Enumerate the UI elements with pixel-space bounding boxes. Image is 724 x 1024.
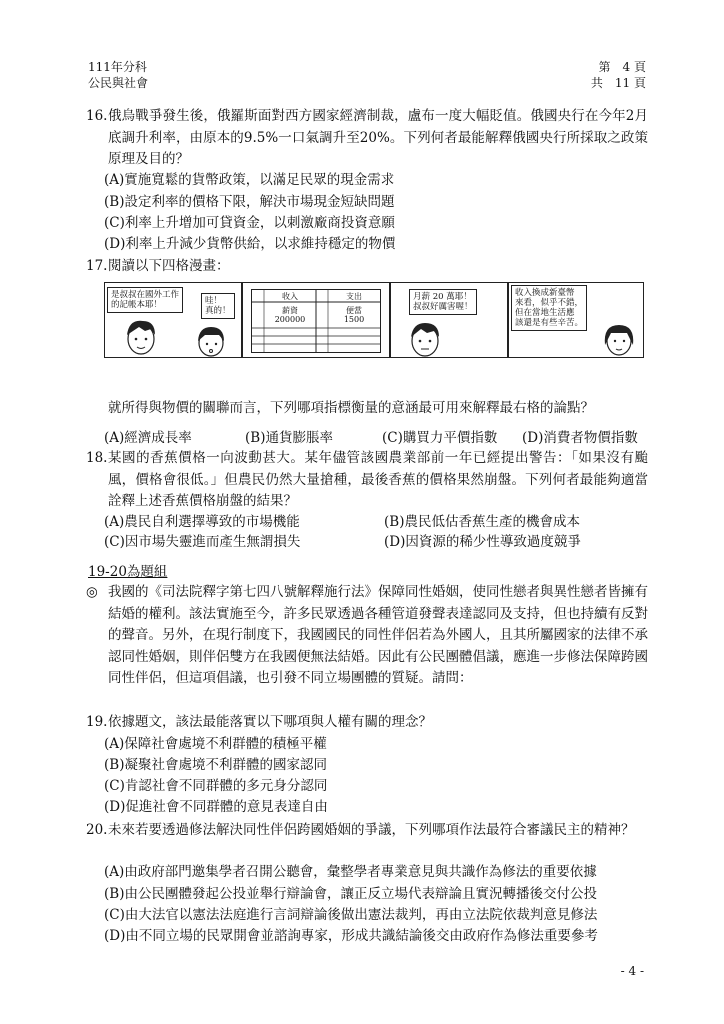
comic-panel-1	[104, 282, 242, 358]
four-panel-comic	[104, 282, 644, 358]
ledger-expense-item: 便當 1500	[343, 306, 365, 324]
option-b: (B)通貨膨脹率	[245, 430, 333, 446]
boy-drawing	[391, 283, 507, 357]
option-a: (A)實施寬鬆的貨幣政策，以滿足民眾的現金需求	[104, 172, 395, 188]
option-a: (A)保障社會處境不利群體的積極平權	[104, 736, 327, 752]
ledger-income-item: 薪資 200000	[274, 306, 306, 324]
option-c: (C)由大法官以憲法法庭進行言詞辯論後做出憲法裁判，再由立法院依裁判意見修法	[104, 907, 598, 923]
question-17	[88, 256, 648, 278]
option-b: (B)農民低估香蕉生產的機會成本	[384, 514, 580, 530]
question-number: 18.	[86, 450, 108, 466]
question-20	[88, 820, 648, 842]
option-a: (A)由政府部門邀集學者召開公聽會，彙整學者專業意見與共識作為修法的重要依據	[104, 864, 597, 880]
option-b: (B)凝聚社會處境不利群體的國家認同	[104, 757, 327, 773]
subject-name: 公民與社會	[88, 76, 149, 90]
option-a: (A)經濟成長率	[104, 430, 192, 446]
ledger-income-header: 收入	[282, 292, 298, 301]
girl-drawing	[509, 283, 643, 357]
total-pages-label: 共 11 頁	[590, 76, 646, 90]
question-17-followup	[88, 398, 648, 420]
option-d: (D)因資源的稀少性導致過度競爭	[384, 534, 581, 550]
comic-panel-2	[242, 282, 390, 358]
option-b: (B)設定利率的價格下限，解決市場現金短缺問題	[104, 194, 395, 210]
question-number: 17.	[86, 258, 108, 274]
question-stem: 閱讀以下四格漫畫：	[108, 258, 230, 274]
exam-title: 111年分科	[88, 60, 147, 74]
question-stem: 俄烏戰爭發生後，俄羅斯面對西方國家經濟制裁，盧布一度大幅貶值。俄國央行在今年2月底調升利率，由原本的9.5%一口氣調升至20%。下列何者最能解釋俄國央行所採取之政策原理及目的？	[108, 108, 648, 167]
question-stem-continued: 就所得與物價的關聯而言，下列哪項指標衡量的意涵最可用來解釋最右格的論點？	[108, 400, 594, 416]
question-stem: 某國的香蕉價格一向波動甚大。某年儘管該國農業部前一年已經提出警告：「如果沒有颱風，價格會很低。」但農民仍然大量搶種，最後香蕉的價格果然崩盤。下列何者最能夠適當詮釋上述香蕉價格崩盤的結果？	[108, 450, 648, 509]
option-d: (D)消費者物價指數	[522, 430, 638, 446]
comic-panel-4	[508, 282, 644, 358]
question-18	[88, 448, 648, 513]
option-c: (C)購買力平價指數	[382, 430, 498, 446]
option-d: (D)利率上升減少貨幣供給，以求維持穩定的物價	[104, 236, 396, 252]
question-16	[88, 106, 648, 171]
page-label: 第 4 頁	[598, 60, 646, 74]
option-b: (B)由公民團體發起公投並舉行辯論會，讓正反立場代表辯論且實況轉播後交付公投	[104, 886, 597, 902]
question-group-label: 19-20為題組	[88, 564, 168, 580]
speech-bubble: 月薪 20 萬耶！ 叔叔好厲害喔！	[409, 289, 477, 315]
speech-bubble: 收入換成新臺幣 來看，似乎不錯， 但在當地生活應 該還是有些辛苦。	[511, 285, 587, 331]
option-c: (C)利率上升增加可貸資金，以刺激廠商投資意願	[104, 215, 395, 231]
speech-bubble: 是叔叔在國外工作 的記帳本耶！	[107, 287, 183, 313]
question-stem: 依據題文，該法最能落實以下哪項與人權有關的理念？	[108, 714, 432, 730]
comic-panel-3	[390, 282, 508, 358]
passage-text: 我國的《司法院釋字第七四八號解釋施行法》保障同性婚姻，使同性戀者與異性戀者皆擁有結婚的權利。該法實施至今，許多民眾透過各種管道發聲表達認同及支持，但也持續有反對的聲音。另外，在現行制度下，我國國民的同性伴侶若為外國人，且其所屬國家的法律不承認同性婚姻，則伴侶雙方在我國便無法結婚。因此有公民團體倡議，應進一步修法保障跨國同性伴侶，但這項倡議，也引發不同立場團體的質疑。請問：	[108, 584, 648, 686]
ledger-book	[251, 289, 381, 353]
question-number: 20.	[86, 822, 108, 838]
speech-bubble: 哇！ 真的！	[201, 293, 235, 319]
question-19	[88, 712, 648, 734]
option-c: (C)肯認社會不同群體的多元身分認同	[104, 778, 328, 794]
ledger-expense-header: 支出	[346, 292, 362, 301]
option-c: (C)因市場失靈進而產生無謂損失	[104, 534, 301, 550]
passage-mark: ◎	[86, 584, 98, 600]
page-number: - 4 -	[620, 964, 644, 978]
question-number: 16.	[86, 108, 108, 124]
group-passage	[88, 582, 648, 690]
option-a: (A)農民自利選擇導致的市場機能	[104, 514, 300, 530]
boy-and-girl-drawing	[105, 283, 241, 357]
option-d: (D)促進社會不同群體的意見表達自由	[104, 799, 328, 815]
option-d: (D)由不同立場的民眾開會並諮詢專家，形成共識結論後交由政府作為修法重要參考	[104, 928, 598, 944]
question-number: 19.	[86, 714, 108, 730]
question-stem: 未來若要透過修法解決同性伴侶跨國婚姻的爭議，下列哪項作法最符合審議民主的精神？	[108, 822, 635, 838]
